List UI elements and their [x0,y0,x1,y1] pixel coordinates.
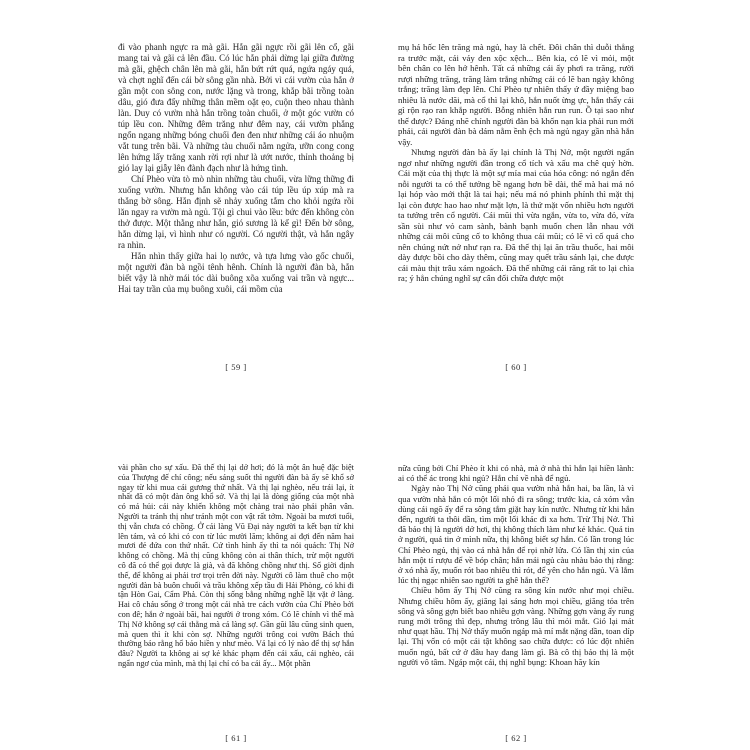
page-text [398,42,634,284]
paragraph: Nhưng người đàn bà ấy lại chính là Thị Nở, một người ngẩn ngơ như những người đần trong cổ tích và xấu ma chê quỷ hờn. Cái mặt của thị thực là một sự mỉa mai của hóa công: nó ngắn đến nỗi người ta có thể tưởng bề ngang hơn bề dài, thế mà hai má nó lại hóp vào mới thật là tai hại; nếu má nó phinh phính thì mặt thị lại còn được hao hao như mặt lợn, là thứ mặt vốn nhiều hơn người ta tưởng trên cổ người. Cái mũi thì vừa ngắn, vừa to, vừa đỏ, vừa sần sùi như vỏ cam sành, bành bạnh muốn chen lẫn nhau với những cái môi cũng cố to không thua cái mũi; có lẽ vì cố quá cho nên chúng nứt nở như rạn ra. Đã thế thị lại ăn trầu thuốc, hai môi dày được bồi cho dày thêm, cũng may quết trầu sánh lại, che được cái màu thịt trâu xám ngoách. Đã thế những cái răng rất to lại chìa ra; ý hẳn chúng nghĩ sự cân đối chữa được một [398,147,634,283]
page-number: [ 62 ] [505,733,527,743]
page-text [398,463,634,667]
page-59 [118,42,354,378]
paragraph: đi vào phanh ngực ra mà gãi. Hắn gãi ngực rồi gãi lên cổ, gãi mang tai và gãi cả lên đầu. Có lúc hắn phải dừng lại giữa đường mà gãi, ghệch chân lên mà gãi, hắn bứt rứt quá, ngứa ngáy quá, và chợt nghĩ đến cái bờ sông gần nhà. Bởi vì cái vườn của hắn ở gần một con sông con, nước lặng và trong, khắp bãi trồng toàn dâu, gió đưa đẩy những thân mềm oặt ẹo, cuộn theo nhau thành làn. Duy có vườn nhà hắn trồng toàn chuối, ở một góc vườn có túp lều con. Những đêm trăng như đêm nay, cái vườn phẳng ngổn ngang những bóng chuối đen đen như những cái áo nhuộm vắt tung trên bãi. Và những tàu chuối nằm ngửa, ưỡn cong cong lên hứng lấy trăng xanh rời rợi như là ướt nước, thỉnh thoảng bị gió lay lại giẫy lên đành đạch như là hứng tình. [118,42,354,173]
paragraph: Ngày nào Thị Nở cũng phải qua vườn nhà hắn hai, ba lần, là vì qua vườn nhà hắn có một lối nhỏ đi ra sông; trước kia, cả xóm vẫn dùng cái ngõ ấy để ra sông tắm giặt hay kín nước. Nhưng từ khi hắn đến, người ta thôi dần, tìm một lối khác đi xa hơn. Trừ Thị Nở. Thì đã bảo thị là người dở hơi, thị không thích làm như kẻ khác. Quá tin ở người, quá tin ở mình nữa, thị không biết sợ hắn. Có lần trong lúc Chí Phèo ngủ, thị vào cả nhà hắn để rọi nhờ lửa. Có lần thị xin của hắn một tí rượu để về bóp chân; hắn mải ngủ càu nhàu bảo thị rằng: ở xó nhà ấy, muốn rót bao nhiêu thì rót, để yên cho hắn ngủ. Và lắm lúc thị ngạc nhiên sao người ta ghê hắn thế? [398,483,634,586]
page-60 [398,42,634,378]
paragraph: Chiều hôm ấy Thị Nở cũng ra sông kín nước như mọi chiều. Nhưng chiều hôm ấy, giăng lại sáng hơn mọi chiều, giăng tỏa trên sông và sông gợn biết bao nhiêu gợn vàng. Những gợn vàng ấy rung rung mới trông thì đẹp, nhưng trông lâu thì mỏi mắt. Gió lại mát như quạt hầu. Thị Nở thấy muốn ngáp mà mí mắt nặng dần, toan díp lại. Thị vốn có một cái tật không sao chữa được: có lúc đột nhiên muốn ngủ, bất cứ ở đâu hay đang làm gì. Bà cô thị bảo thị là một người vô tâm. Ngáp một cái, thị nghĩ bụng: Khoan hãy kín [398,585,634,667]
paragraph: vài phần cho sự xấu. Đã thế thị lại dở hơi; đó là một ân huệ đặc biệt của Thượng đế chí công; nếu sáng suốt thì người đàn bà ấy sẽ khổ sở ngay từ khi mua cái gương thứ nhất. Và thị lại nghèo, nếu trái lại, ít nhất đã có một đàn ông khổ sở. Và thị lại là dòng giống của một nhà có mả hủi: cái này khiến không một chàng trai nào phải phân vân. Người ta tránh thị như tránh một con vật rất tởm. Ngoài ba mươi tuổi, thị vẫn chưa có chồng. Ở cái làng Vũ Đại này người ta kết bạn từ khi lên tám, và có khi có con từ lúc mười lăm; không ai đợi đến năm hai mươi đẻ đứa con thứ nhất. Cứ tình hình ấy thì ta nói quách: Thị Nở không có chồng. Mà thị cũng không còn ai thân thích, trừ một người cô đã có thể gọi được là già, và đã không chồng như thị. Số giời định thế, để không ai phải trơ trọi trên đời này. Người cô làm thuê cho một người đàn bà buôn chuối và trầu không xếp tầu đi Hải Phòng, có khi đi tận Hòn Gai, Cẩm Phả. Còn thị sống bằng những nghề lặt vặt ở làng. Hai cô cháu sống ở trong một cái nhà tre cách vườn của Chí Phèo bởi con đê; hắn ở ngoài bãi, hai người ở trong xóm. Có lẽ chính vì thế mà Thị Nở không sợ cái thằng mà cả làng sợ. Gần gũi lâu cũng sinh quen, mà quen thì ít khi còn sợ. Những người trông coi vườn Bách thú thường bảo rằng hổ báo hiền y như mèo. Vả lại có lý nào để thị sợ hắn đâu? Người ta không ai sợ kẻ khác phạm đến cái xấu, cái nghèo, cái ngẩn ngơ của mình, mà thị lại chỉ có ba cái ấy... Một phần [118,463,354,668]
page-number: [ 60 ] [505,362,527,372]
paragraph: mụ há hốc lên trăng mà ngủ, hay là chết. Đôi chân thì duỗi thẳng ra trước mặt, cái váy đen xộc xệch... Bên kia, có lẽ vì mỏi, một bên chân co lên hớ hênh. Tất cả những cái ấy phơi ra trăng, rười rượi những trăng, trăng làm trắng những cái có lẽ ban ngày không trắng; trăng làm đẹp lên. Chí Phèo tự nhiên thấy ứ đầy miệng bao nhiêu là nước dãi, mà cổ thì lại khô, hắn nuốt ừng ực, hắn thấy cái gì rộn rạo ran khắp người. Bỗng nhiên hắn run run. Ồ tại sao như thế được? Đáng nhẽ chính người đàn bà khốn nạn kia phải run mới phải, cái người đàn bà dám nằm ềnh ệch mà ngủ ngay gần nhà hắn vậy. [398,42,634,147]
paragraph: Hắn nhìn thấy giữa hai lọ nước, và tựa lưng vào gốc chuối, một người đàn bà ngồi tênh hênh. Chính là người đàn bà, hắn biết vậy là nhờ mái tóc dài buông xõa xuống vai trần và ngực... Hai tay trần của mụ buông xuôi, cái mồm của [118,251,354,294]
paragraph: nữa cũng bởi Chí Phèo ít khi có nhà, mà ở nhà thì hắn lại hiền lành: ai có thể ác trong khi ngủ? Hắn chỉ về nhà để ngủ. [398,463,634,484]
page-number: [ 61 ] [225,733,247,743]
page-61 [118,463,354,747]
paragraph: Chí Phèo vừa tò mò nhìn những tàu chuối, vừa lững thững đi xuống vườn. Nhưng hắn không vào cái túp lều úp xúp mà ra thẳng bờ sông. Hắn định sẽ nhảy xuống tắm cho khỏi ngứa rồi lăn ngay ra vườn mà ngủ. Tội gì chui vào lều: bức đến không còn thở được. Một thằng như hắn, gió sương là kể gì! Đến bờ sông, hắn dừng lại, vì hình như có người. Có người thật, và hắn ngây ra nhìn. [118,174,354,250]
page-62 [398,463,634,747]
page-text [118,42,354,295]
page-text [118,463,354,669]
page-number: [ 59 ] [225,362,247,372]
